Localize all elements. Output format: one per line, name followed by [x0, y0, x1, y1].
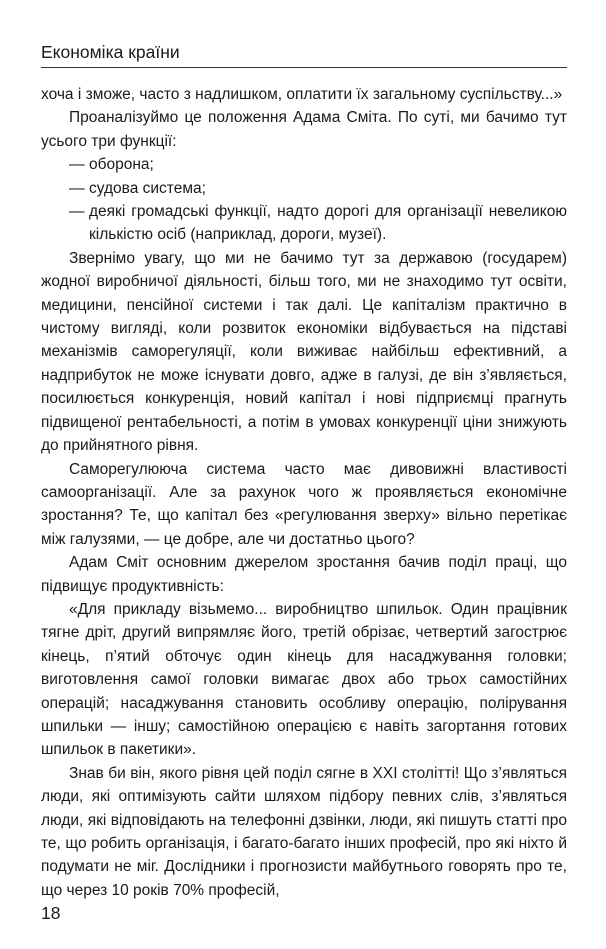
paragraph: Знав би він, якого рівня цей поділ сягне в XXI столітті! Що з’являться люди, які оптимізують сайти шляхом підбору певних слів, з’являться люди, які відповідають на телефонні дзвінки, люди, які пишуть статті про те, що робить організація, і багато-багато інших професій, про які ніхто й подумати не міг. Дослідники і прогнозисти майбутнього говорять про те, що через 10 років 70% професій,	[41, 764, 567, 899]
page-body	[41, 83, 567, 902]
list-dash: —	[69, 203, 85, 221]
paragraph: Проаналізуймо це положення Адама Сміта. По суті, ми бачимо тут усього три функції:	[41, 109, 567, 150]
list-item	[41, 177, 567, 200]
list-item-text: деякі громадські функції, надто дорогі для організації невеликою кількістю осіб (наприклад, дороги, музеї).	[89, 203, 567, 244]
paragraph: Звернімо увагу, що ми не бачимо тут за державою (государем) жодної виробничої діяльності, більш того, ми не знаходимо тут освіти, медицини, пенсійної системи і так далі. Це капіталізм практично в чистому вигляді, коли розвиток економіки відбувається на підставі механізмів саморегуляції, коли виживає найбільш ефективний, а надприбуток не може існувати довго, адже в галузі, де він з’являється, посилюється конкуренція, новий капітал і нові підприємці прагнуть підвищеної рентабельності, а потім в умовах конкуренції ціни знижують до прийнятного рівня.	[41, 249, 567, 455]
list-item	[41, 153, 567, 176]
list-item-text: судова система;	[89, 179, 206, 197]
list-item-text: оборона;	[89, 156, 154, 174]
paragraph: Адам Сміт основним джерелом зростання бачив поділ праці, що підвищує продуктивність:	[41, 554, 567, 595]
paragraph: Саморегулююча система часто має дивовижні властивості самоорганізації. Але за рахунок чого ж проявляється економічне зростання? Те, що капітал без «регулювання зверху» вільно перетікає між галузями, — це добре, але чи достатньо цього?	[41, 460, 567, 548]
list-dash: —	[69, 179, 85, 197]
list-item	[41, 200, 567, 247]
running-header-title: Економіка країни	[41, 42, 180, 62]
header-rule	[41, 67, 567, 68]
quote-paragraph: «Для прикладу візьмемо... виробництво шпильок. Один працівник тягне дріт, другий випрямляє його, третій обрізає, четвертий загострює кінець, п’ятий обточує один кінець для насаджування головки; виготовлення самої головки вимагає двох або трьох самостійних операцій; насаджування становить особливу операцію, полірування шпильки — іншу; самостійною операцією є навіть загортання готових шпильок в пакетики».	[41, 600, 567, 759]
functions-list	[41, 153, 567, 247]
list-dash: —	[69, 156, 85, 174]
page-number: 18	[41, 903, 61, 923]
paragraph-continued: хоча і зможе, часто з надлишком, оплатити їх загальному суспільству...»	[41, 86, 563, 103]
